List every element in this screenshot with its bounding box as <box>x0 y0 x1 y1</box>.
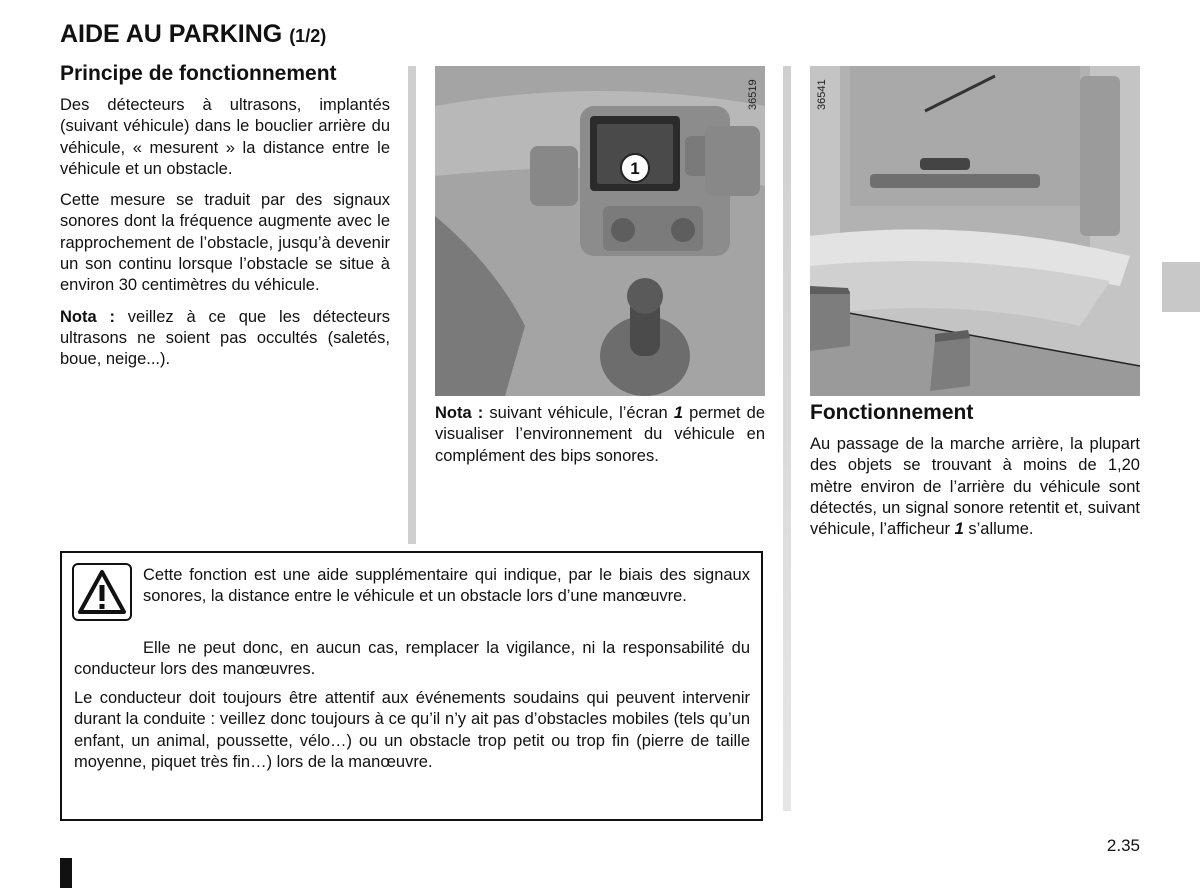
chapter-tab <box>1162 262 1200 312</box>
figure-ref-36519: 36519 <box>747 79 759 110</box>
column-separator-left <box>408 66 416 544</box>
figure-rear-bumper <box>810 66 1140 396</box>
warning-paragraph-2: Elle ne peut donc, en aucun cas, remplacer la vigilance, ni la responsabilité du conducteur lors des manœuvres. <box>74 639 750 679</box>
section-fonctionnement <box>810 401 1140 540</box>
nota-label: Nota : <box>60 307 115 326</box>
rear-bumper-illustration <box>810 66 1140 396</box>
display-callout-ref: 1 <box>954 520 964 539</box>
page-number: 2.35 <box>1106 836 1140 855</box>
warning-paragraph-3: Le conducteur doit toujours être attentif aux événements soudains qui peuvent intervenir durant la conduite : veillez donc toujours à ce qu’il n’y ait pas d’obstacles mobiles (tels qu’un enfant, un animal, poussette, vélo…) ou un obstacle trop petit ou trop fin (pierre de taille moyenne, piquet très fin…) lors de la manœuvre. <box>74 689 750 771</box>
principe-paragraph-1: Des détecteurs à ultrasons, implantés (suivant véhicule) dans le bouclier arrière du véhicule, « mesurent » la distance entre le véhicule et un obstacle. <box>60 96 390 178</box>
section-principe <box>60 62 390 371</box>
figure-ref-36541: 36541 <box>816 79 828 110</box>
caption-nota-label: Nota : <box>435 404 484 422</box>
callout-1-icon: 1 <box>630 159 640 178</box>
figure-dashboard <box>435 66 765 396</box>
principe-nota <box>60 307 390 371</box>
title-part: (1/2) <box>289 26 327 46</box>
principe-paragraph-2: Cette mesure se traduit par des signaux sonores dont la fréquence augmente avec le rapprochement de l’obstacle, jusqu’à devenir un son continu lorsque l’obstacle se situe à environ 30 centimètres du véhicule. <box>60 191 390 295</box>
dashboard-illustration <box>435 66 765 396</box>
nota-text: veillez à ce que les détecteurs ultrasons ne soient pas occultés (saletés, boue, neige...). <box>60 307 390 369</box>
page-title: AIDE AU PARKING (1/2) <box>60 20 327 48</box>
column-separator-right <box>783 66 791 811</box>
figure-caption-nota: Nota : suivant véhicule, l’écran 1 permet de visualiser l’environnement du véhicule en complément des bips sonores. <box>435 404 765 465</box>
section-heading-fonctionnement: Fonctionnement <box>810 401 974 424</box>
footer-marker <box>60 858 72 888</box>
section-heading-principe: Principe de fonctionnement <box>60 62 337 85</box>
warning-paragraph-1: Cette fonction est une aide supplémentaire qui indique, par le biais des signaux sonores, la distance entre le véhicule et un obstacle lors d’une manœuvre. <box>143 566 750 606</box>
fonctionnement-paragraph: Au passage de la marche arrière, la plupart des objets se trouvant à moins de 1,20 mètre environ de l’arrière du véhicule sont détectés, un signal sonore retentit et, suivant véhicule, l’afficheur 1 s’allume. <box>810 435 1140 539</box>
warning-triangle-icon <box>72 563 132 621</box>
warning-box <box>60 551 763 821</box>
caption-callout-ref: 1 <box>673 404 684 422</box>
